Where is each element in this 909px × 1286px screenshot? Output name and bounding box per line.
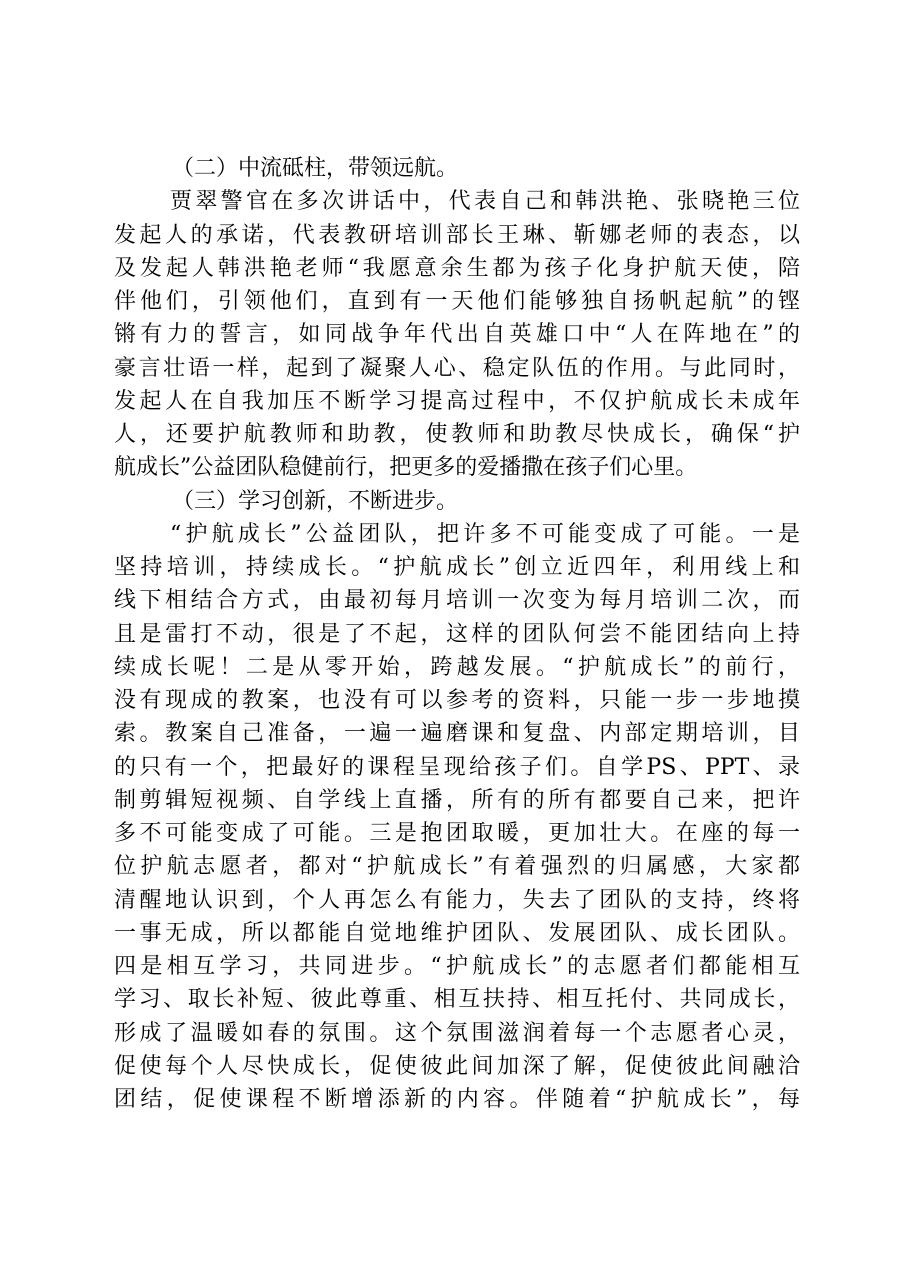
document-body — [114, 152, 800, 1116]
paragraph-line: 人，还要护航教师和助教，使教师和助教尽快成长，确保“护 — [114, 422, 800, 447]
paragraph-line: 团结，促使课程不断增添新的内容。伴随着“护航成长”，每 — [114, 1087, 800, 1112]
paragraph-line: 伴他们，引领他们，直到有一天他们能够独自扬帆起航”的铿 — [114, 289, 800, 314]
paragraph-line: 多不可能变成了可能。三是抱团取暖，更加壮大。在座的每一 — [114, 821, 800, 846]
paragraph-line: 线下相结合方式，由最初每月培训一次变为每月培训二次，而 — [114, 588, 800, 614]
paragraph-line: 清醒地认识到，个人再怎么有能力，失去了团队的支持，终将 — [114, 887, 800, 913]
paragraph-line: 发起人在自我加压不断学习提高过程中，不仅护航成长未成年 — [114, 388, 800, 414]
paragraph-line: 锵有力的誓言，如同战争年代出自英雄口中“人在阵地在”的 — [114, 322, 800, 348]
paragraph-line: 学习、取长补短、彼此尊重、相互扶持、相互托付、共同成长， — [114, 987, 800, 1013]
paragraph-line: “护航成长”公益团队，把许多不可能变成了可能。一是 — [170, 521, 800, 547]
paragraph-line: 没有现成的教案，也没有可以参考的资料，只能一步一步地摸 — [114, 688, 800, 713]
paragraph-line: 贾翠警官在多次讲话中，代表自己和韩洪艳、张晓艳三位 — [170, 189, 800, 215]
section-heading: （二）中流砥柱，带领远航。 — [172, 156, 459, 181]
paragraph-line: 制剪辑短视频、自学线上直播，所有的所有都要自己来，把许 — [114, 787, 800, 813]
paragraph-line: 航成长”公益团队稳健前行，把更多的爱播撒在孩子们心里。 — [114, 455, 698, 481]
section-heading: （三）学习创新，不断进步。 — [172, 488, 459, 514]
paragraph-line: 豪言壮语一样，起到了凝聚人心、稳定队伍的作用。与此同时， — [114, 355, 800, 381]
paragraph-line: 发起人的承诺，代表教研培训部长王琳、靳娜老师的表态，以 — [114, 222, 800, 248]
paragraph-line: 促使每个人尽快成长，促使彼此间加深了解，促使彼此间融洽 — [114, 1053, 800, 1079]
paragraph-line: 形成了温暖如春的氛围。这个氛围滋润着每一个志愿者心灵， — [114, 1020, 800, 1046]
paragraph-line: 一事无成，所以都能自觉地维护团队、发展团队、成长团队。 — [114, 920, 800, 946]
paragraph-line: 且是雷打不动，很是了不起，这样的团队何尝不能团结向上持 — [114, 621, 800, 647]
paragraph-line: 索。教案自己准备，一遍一遍磨课和复盘、内部定期培训，目 — [114, 721, 800, 747]
paragraph-line: 位护航志愿者，都对“护航成长”有着强烈的归属感，大家都 — [114, 854, 800, 880]
paragraph-line: 的只有一个，把最好的课程呈现给孩子们。自学PS、PPT、录 — [114, 754, 800, 780]
paragraph-line: 及发起人韩洪艳老师“我愿意余生都为孩子化身护航天使，陪 — [114, 255, 800, 281]
paragraph-line: 坚持培训，持续成长。“护航成长”创立近四年，利用线上和 — [114, 555, 800, 580]
paragraph-line: 续成长呢！二是从零开始，跨越发展。“护航成长”的前行， — [114, 654, 800, 680]
paragraph-line: 四是相互学习，共同进步。“护航成长”的志愿者们都能相互 — [114, 954, 800, 979]
